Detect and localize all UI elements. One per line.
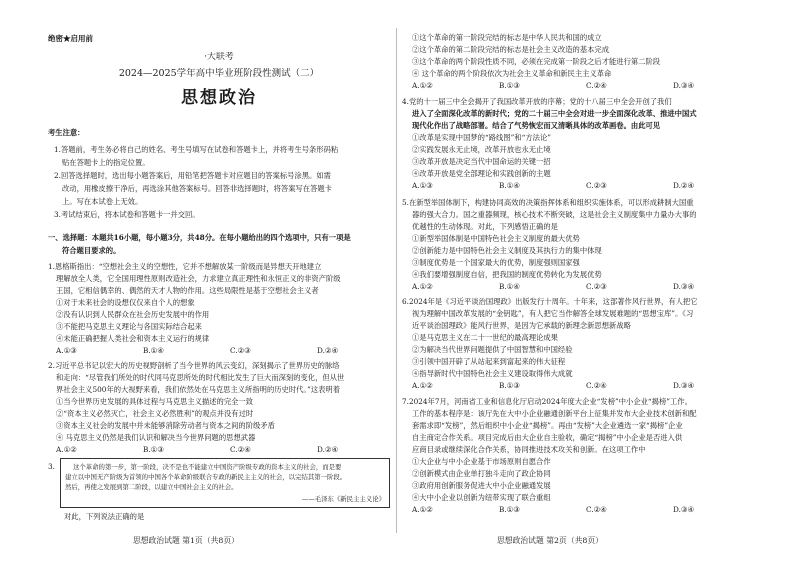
q-line: 应商目录或继续深化合作关系，协同推进技术攻关和创新。在这项工作中 (412, 445, 646, 454)
option-a[interactable]: A.①② (56, 445, 77, 454)
q-statement: ②没有认识到人民群众在社会历史发展中的作用 (56, 310, 210, 319)
q-statement: ④我们要增强制度自信，把我国的制度优势转化为发展优势 (412, 270, 602, 279)
exam-title: 2024—2025学年高中毕业班阶段性测试（二） (118, 68, 320, 79)
option-b[interactable]: B.①③ (499, 81, 520, 90)
q-line: 器的强大合力。国之重器频现，核心技术不断突破，这是社会主义制度集中力量办大事的 (412, 210, 697, 219)
q-line: 进入了全面深化改革的新时代；党的二十届三中全会对进一步全面深化改革、推进中国式 (412, 109, 697, 118)
q-statement: ④大中小企业以创新为纽带实现了联合重组 (412, 493, 551, 502)
q-statement: ④未能正确把握人类社会和资本主义运行的规律 (56, 334, 210, 343)
option-b[interactable]: B.①③ (499, 381, 520, 390)
q-stem: 对此，下列说法正确的是 (64, 512, 145, 521)
q-statement: ②实践发展永无止境，改革开放也永无止境 (412, 145, 551, 154)
section-heading-cont: 符合题目要求的。 (62, 246, 121, 255)
q-line: 1.恩格斯指出：“空想社会主义的空想性，它并不想解放某一阶级而是异想天开地建立 (48, 262, 322, 271)
exam-brand: ·大联考 (204, 52, 234, 62)
q-line: 和走向：“尽管我们所处的时代同马克思所处的时代相比发生了巨大而深刻的变化，但从世 (56, 373, 345, 382)
option-b[interactable]: B.①④ (499, 181, 520, 190)
q-statement: ①这个革命的第一阶段完结的标志是中华人民共和国的成立 (412, 33, 602, 42)
notice-line: 上。写在本试卷上无效。 (62, 197, 143, 206)
option-d[interactable]: D.③④ (673, 381, 694, 390)
option-d[interactable]: D.②④ (673, 181, 694, 190)
notice-line: 贴在答题卡上的指定位置。 (62, 158, 150, 167)
option-c[interactable]: C.②③ (586, 181, 607, 190)
q-statement: ①对于未来社会的设想仅仅来自个人的想象 (56, 298, 195, 307)
option-c[interactable]: C.②④ (586, 505, 607, 514)
option-a[interactable]: A.①② (412, 81, 433, 90)
q-line: 界社会主义500年的大视野来看，我们依然处在马克思主义所指明的历史时代。”这表明着 (56, 385, 340, 394)
q-statement: ④ 马克思主义仍然是我们认识和解决当今世界问题的思想武器 (56, 433, 256, 442)
secret-label: 绝密★启用前 (48, 34, 93, 43)
option-b[interactable]: B.①③ (499, 505, 520, 514)
q-line: 王国，它相信偶幸的、偶然的天才人物的作用。这些局限性是基于空想社会主义者 (56, 286, 319, 295)
q-statement: ④指导新时代中国特色社会主义建设取得伟大成就 (412, 369, 573, 378)
q-statement: ②“资本主义必然灭亡，社会主义必然胜利”的观点并没有过时 (56, 409, 254, 418)
q-line: 视为理解中国改革发展的“金钥匙”，有人把它当作解答全球发展难题的“思想宝库”。《习 (412, 309, 694, 318)
q-line: 2.习近平总书记以宏大的历史视野剖析了当今世界的风云变幻，深刻揭示了世界历史的脉络 (48, 361, 340, 370)
q-line: 理解放全人类，它全国用理性原则改造社会，力求建立真正理性和永恒正义的非资产阶级 (56, 274, 341, 283)
q-statement: ①是马克思主义在二十一世纪的最高理论成果 (412, 333, 558, 342)
q-statement: ①大企业与中小企业基于市场原则自愿合作 (412, 457, 551, 466)
q-line: 工作的基本程序是：该厅先在大中小企业融通创新平台上征集并发布大企业技术创新和配 (412, 409, 697, 418)
option-d[interactable]: D.③④ (673, 282, 694, 291)
subject-title: 思想政治 (181, 88, 257, 108)
option-c[interactable]: C.②④ (230, 445, 251, 454)
q-statement: ④改革开放是党全部理论和实践创新的主题 (412, 169, 551, 178)
option-d[interactable]: D.②④ (317, 445, 338, 454)
option-d[interactable]: D.③④ (673, 81, 694, 90)
q-statement: ①当今世界历史发展的具体过程与马克思主义描述的完全一致 (56, 397, 254, 406)
option-a[interactable]: A.①② (412, 381, 433, 390)
quote-line: 建立以中国无产阶级为首领的中国各个革命阶级联合专政的新民主主义的社会，以完结其第一阶段。 (65, 473, 347, 481)
option-c[interactable]: C.②④ (586, 81, 607, 90)
option-a[interactable]: A.①③ (412, 181, 433, 190)
q-line: 4.党的十一届三中全会揭开了我国改革开放的序幕；党的十八届三中全会开创了我们 (402, 97, 672, 106)
option-a[interactable]: A.①③ (56, 346, 77, 355)
q-line: 现代化作出了战略部署。结合了气势恢宏而又清晰具体的改革画卷。由此可见 (412, 121, 661, 130)
option-c[interactable]: C.②③ (586, 282, 607, 291)
q-line: 自主商定合作关系。项目完成后由大企业自主验收，确定“揭榜”中小企业是否进入供 (412, 433, 683, 442)
notice-line: 改动，用橡皮擦干净后，再选涂其他答案标号。回答非选择题时，将答案写在答题卡 (62, 184, 332, 193)
quote-box (60, 458, 390, 508)
q-statement: ③这个革命的两个阶段性质不同，必须在完成第一阶段之后才能进行第二阶段 (412, 57, 661, 66)
option-b[interactable]: B.①④ (143, 346, 164, 355)
section-heading: 一、选择题：本题共16小题，每小题3分，共48分。在每小题给出的四个选项中，只有一项是 (48, 233, 351, 242)
q-line: 7.2024年7月，河南省工业和信息化厅启动2024年度大企业“发榜”中小企业“揭榜”工作。 (402, 397, 692, 406)
question-number: 3. (48, 462, 55, 471)
q-statement: ③引领中国开辟了从站起来到富起来的伟大征程 (412, 357, 566, 366)
q-line: 套需求即“发榜”，然后组织中小企业“揭榜”。再由“发榜”大企业遴选一家“揭榜”企业 (412, 421, 683, 430)
column-divider (396, 28, 397, 533)
q-statement: ③政府用创新服务促进大中小企业融通发展 (412, 481, 551, 490)
notice-line: 3.考试结束后，将本试卷和答题卡一并交回。 (54, 210, 200, 219)
q-statement: ②创新模式由企业单打独斗走向了政企协同 (412, 469, 551, 478)
q-line: 5.在新型举国体制下，构建协同高效的决策指挥体系和组织实施体系，可以形成耕制大国重 (402, 198, 694, 207)
page-footer-left: 思想政治试题 第1页（共8页） (133, 536, 239, 545)
q-statement: ④ 这个革命的两个阶段依次为社会主义革命和新民主主义革命 (412, 69, 612, 78)
option-b[interactable]: B.①③ (143, 445, 164, 454)
q-statement: ③改革开放是决定当代中国命运的关键一招 (412, 157, 551, 166)
q-statement: ③资本主义社会的发展中并未能够消除劳动者与资本之间的阶级矛盾 (56, 421, 275, 430)
q-statement: ①改革是实现中国梦的“路线图”和“方法论” (412, 133, 551, 142)
option-a[interactable]: A.①② (412, 282, 433, 291)
option-c[interactable]: C.②④ (586, 381, 607, 390)
q-statement: ②创新能力是中国特色社会主义制度及其执行力的集中体现 (412, 246, 602, 255)
notice-heading: 考生注意： (48, 128, 85, 137)
option-b[interactable]: B.①④ (499, 282, 520, 291)
page-footer-right: 思想政治试题 第2页（共8页） (497, 536, 603, 545)
notice-line: 1.答题前，考生务必将自己的姓名、考生号填写在试卷和答题卡上，并将考生号条形码粘 (54, 145, 339, 154)
quote-line: 然后，再使之发展到第二阶段，以建立中国社会主义的社会。 (65, 483, 238, 491)
q-statement: ②这个革命的第二阶段完结的标志是社会主义改造的基本完成 (412, 45, 610, 54)
q-line: 优越性的生动体现。对此，下列感悟正确的是 (412, 222, 558, 231)
option-d[interactable]: D.②④ (317, 346, 338, 355)
quote-line: 这个革命的第一步，第一阶段，决不是也不能建立中国资产阶级专政的资本主义的社会，而是要 (73, 463, 342, 471)
q-statement: ②为解决当代世界问题提供了中国智慧和中国经验 (412, 345, 573, 354)
notice-line: 2.回答选择题时，选出每小题答案后，用铅笔把答题卡对应题目的答案标号涂黑。如需 (54, 171, 331, 180)
q-statement: ①新型举国体制是中国特色社会主义制度的最大优势 (412, 234, 580, 243)
q-line: 6.2024年是《习近平谈治国理政》出版发行十周年。十年来，这部著作风行世界，有人把它 (402, 297, 698, 306)
option-c[interactable]: C.②③ (230, 346, 251, 355)
option-d[interactable]: D.③④ (673, 505, 694, 514)
q-line: 近平谈治国理政》能风行世界，是因为它承载的新理念新思想新战略 (412, 321, 631, 330)
option-a[interactable]: A.①② (412, 505, 433, 514)
q-statement: ③制度优势是一个国家最大的优势，制度强则国家强 (412, 258, 580, 267)
q-statement: ③不能把马克思主义理论与各国实际结合起来 (56, 322, 202, 331)
quote-source: ——毛泽东《新民主主义论》 (301, 495, 385, 503)
